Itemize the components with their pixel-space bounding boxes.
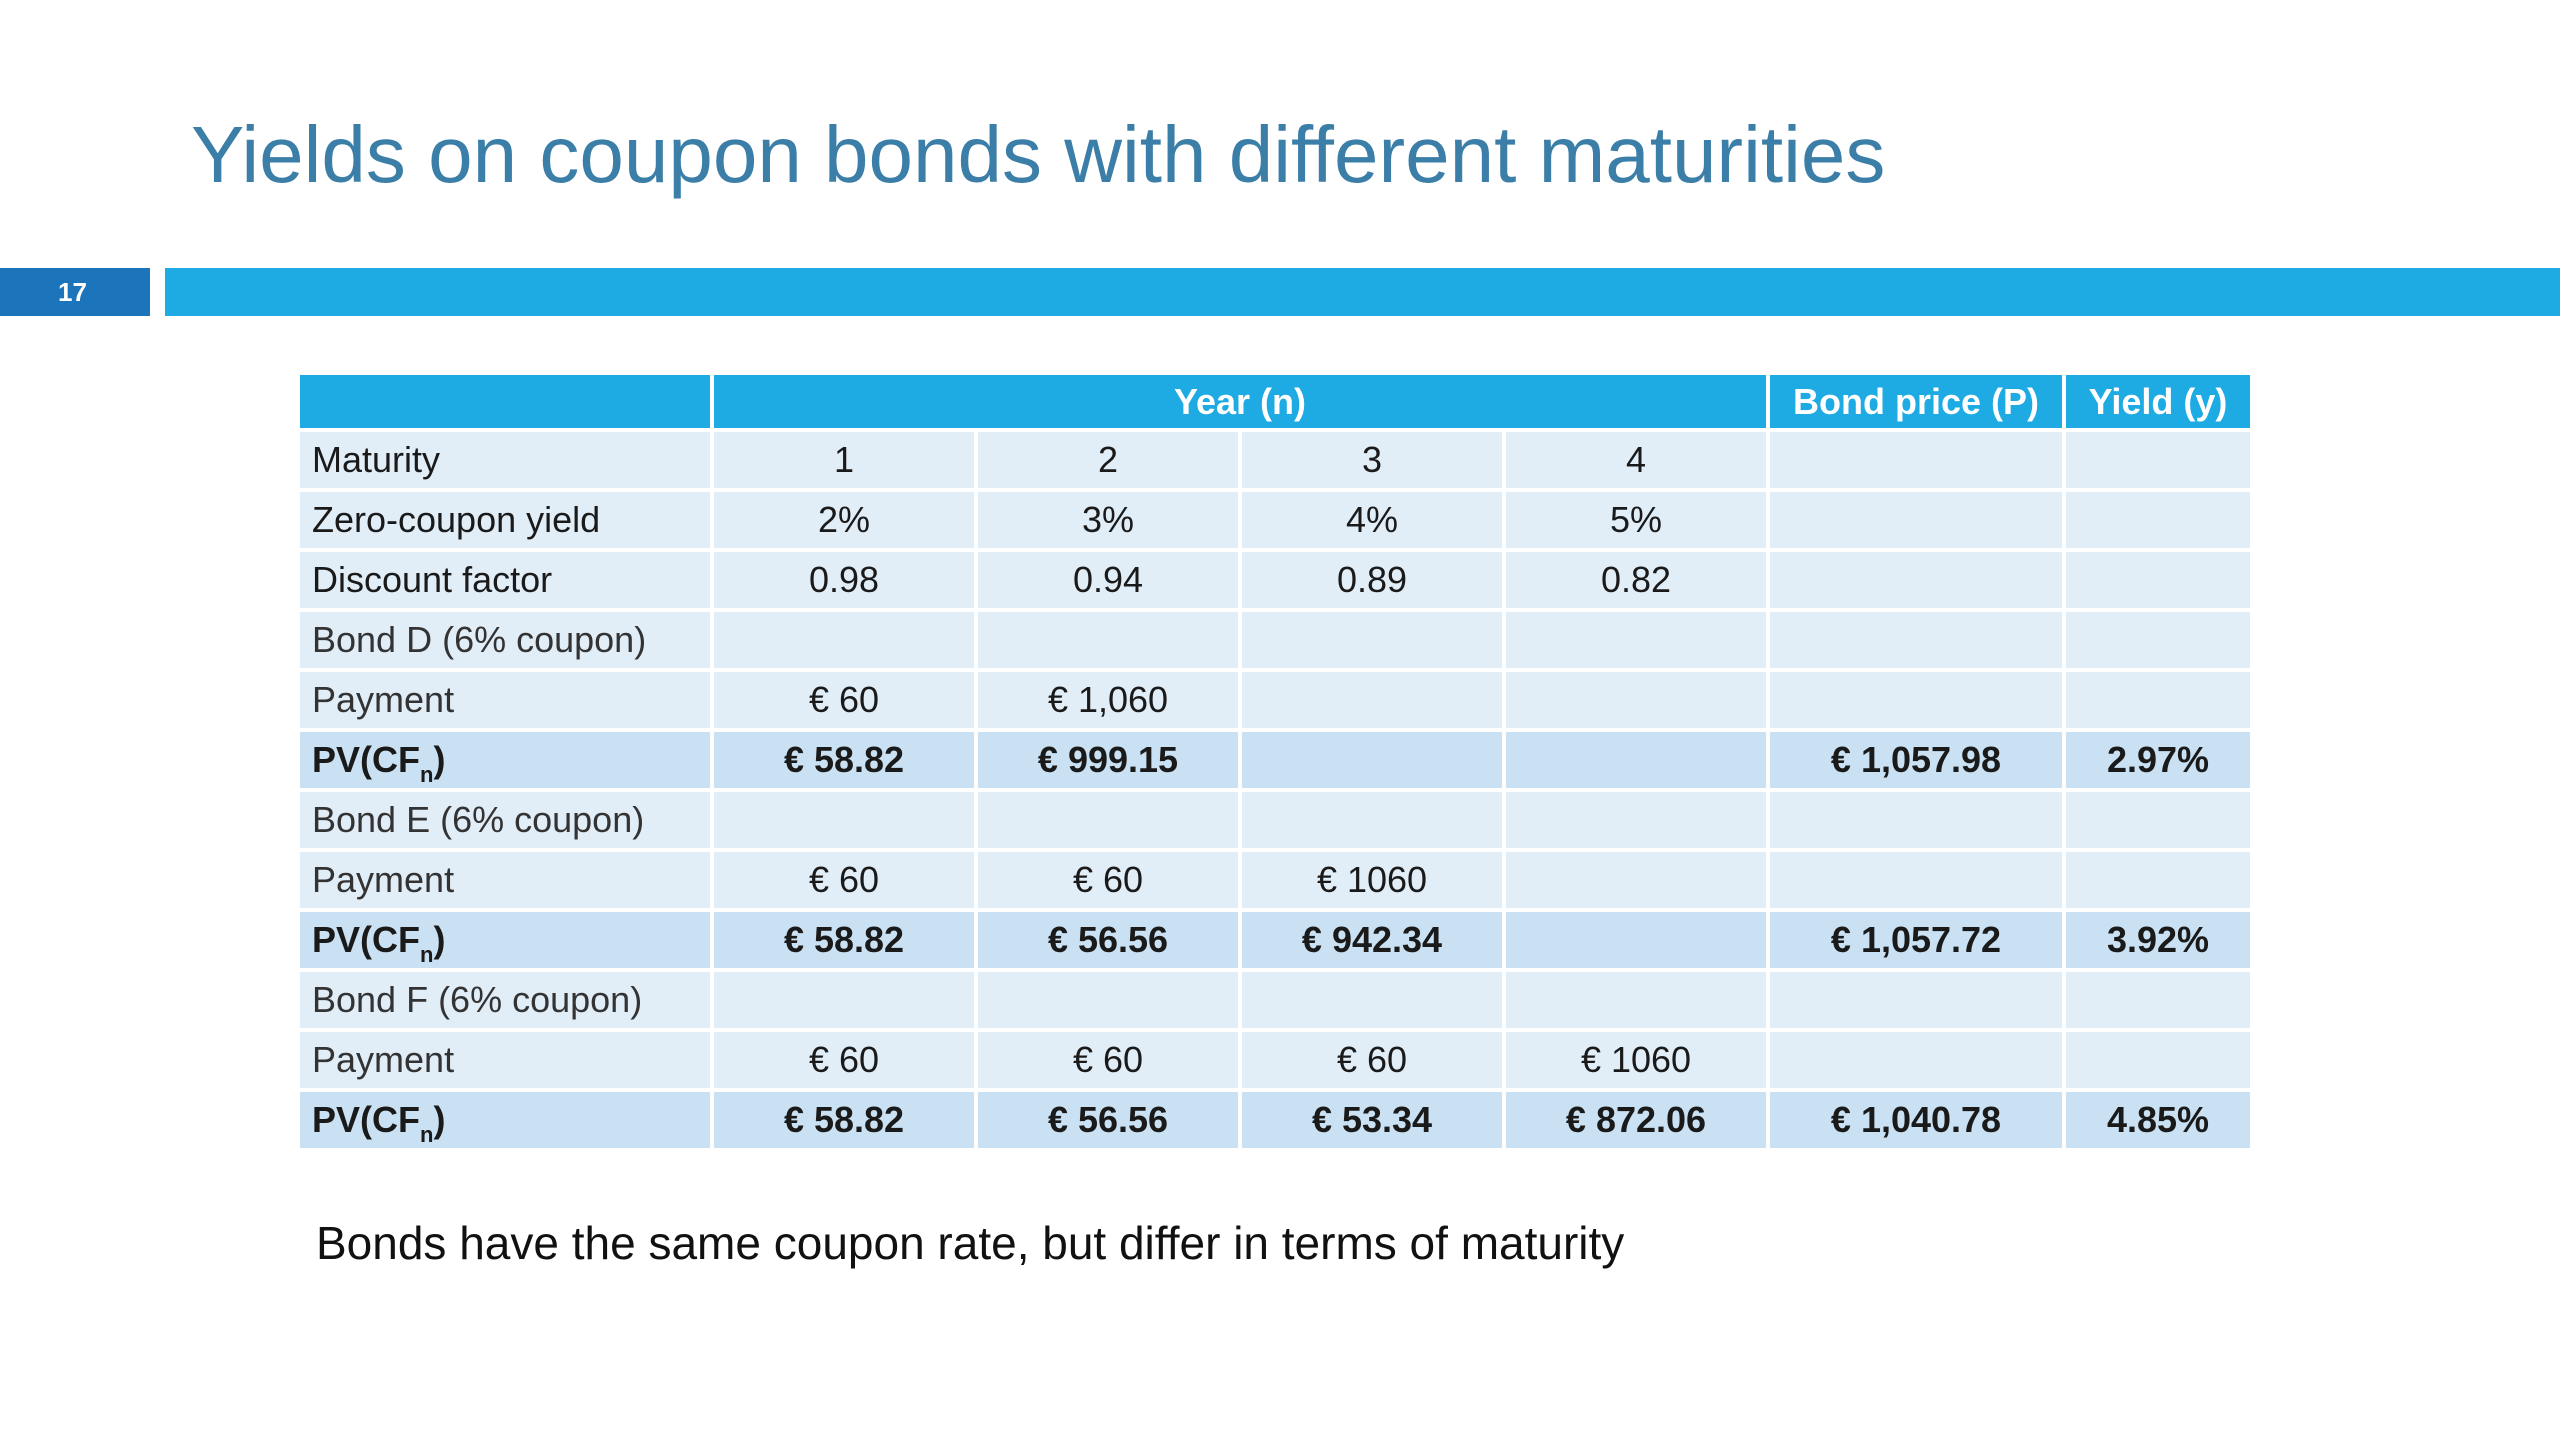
row-label-text: Payment xyxy=(312,859,455,900)
year-4-cell xyxy=(1506,672,1766,728)
year-1-cell: € 58.82 xyxy=(714,912,974,968)
row-label xyxy=(300,732,710,788)
bond-yield-table xyxy=(296,371,2254,1152)
year-2-cell: 3% xyxy=(978,492,1238,548)
bond-price-cell xyxy=(1770,792,2062,848)
yield-cell: 3.92% xyxy=(2066,912,2250,968)
bond-price-cell xyxy=(1770,972,2062,1028)
year-4-cell xyxy=(1506,732,1766,788)
bond-price-cell xyxy=(1770,432,2062,488)
year-4-cell: € 872.06 xyxy=(1506,1092,1766,1148)
bond-price-cell xyxy=(1770,612,2062,668)
row-label xyxy=(300,1092,710,1148)
row-label xyxy=(300,1032,710,1088)
year-4-cell: € 1060 xyxy=(1506,1032,1766,1088)
row-label-text: PV(CF xyxy=(312,739,420,780)
bond-price-cell xyxy=(1770,672,2062,728)
bond-price-cell xyxy=(1770,552,2062,608)
year-1-cell: € 60 xyxy=(714,672,974,728)
year-2-cell: € 56.56 xyxy=(978,912,1238,968)
bond-price-cell xyxy=(1770,1032,2062,1088)
table-row xyxy=(300,1032,2250,1088)
bond-price-cell xyxy=(1770,492,2062,548)
row-label xyxy=(300,672,710,728)
year-1-cell: € 60 xyxy=(714,1032,974,1088)
year-3-cell xyxy=(1242,792,1502,848)
year-3-cell xyxy=(1242,972,1502,1028)
bond-price-cell xyxy=(1770,852,2062,908)
row-label xyxy=(300,612,710,668)
header-label-cell xyxy=(300,375,710,428)
table-row xyxy=(300,432,2250,488)
year-1-cell xyxy=(714,972,974,1028)
year-3-cell xyxy=(1242,732,1502,788)
table-row xyxy=(300,672,2250,728)
slide-title: Yields on coupon bonds with different maturities xyxy=(191,110,1886,199)
row-label xyxy=(300,852,710,908)
row-label xyxy=(300,432,710,488)
year-4-cell xyxy=(1506,912,1766,968)
year-3-cell: € 1060 xyxy=(1242,852,1502,908)
row-label-text: Bond E (6% coupon) xyxy=(312,799,645,840)
bond-price-cell: € 1,040.78 xyxy=(1770,1092,2062,1148)
table-row xyxy=(300,552,2250,608)
yield-cell: 2.97% xyxy=(2066,732,2250,788)
row-label xyxy=(300,972,710,1028)
year-4-cell xyxy=(1506,852,1766,908)
row-label-text: Payment xyxy=(312,1039,455,1080)
row-label-subscript: n xyxy=(420,1122,434,1147)
year-4-cell xyxy=(1506,612,1766,668)
year-2-cell xyxy=(978,792,1238,848)
row-label xyxy=(300,492,710,548)
year-1-cell xyxy=(714,612,974,668)
row-label-text: Zero-coupon yield xyxy=(312,499,601,540)
yield-cell xyxy=(2066,432,2250,488)
row-label-text: Payment xyxy=(312,679,455,720)
yield-cell xyxy=(2066,612,2250,668)
year-3-cell: € 60 xyxy=(1242,1032,1502,1088)
table-body xyxy=(300,432,2250,1148)
year-3-cell: € 942.34 xyxy=(1242,912,1502,968)
year-4-cell xyxy=(1506,972,1766,1028)
year-2-cell xyxy=(978,612,1238,668)
row-label-end: ) xyxy=(433,739,446,780)
year-2-cell: € 1,060 xyxy=(978,672,1238,728)
row-label-text: Bond F (6% coupon) xyxy=(312,979,643,1020)
yield-cell xyxy=(2066,552,2250,608)
row-label-text: Bond D (6% coupon) xyxy=(312,619,647,660)
year-3-cell xyxy=(1242,612,1502,668)
year-1-cell: € 58.82 xyxy=(714,1092,974,1148)
year-3-cell xyxy=(1242,672,1502,728)
row-label-subscript: n xyxy=(420,942,434,967)
header-bond-price: Bond price (P) xyxy=(1770,375,2062,428)
year-4-cell: 5% xyxy=(1506,492,1766,548)
yield-cell xyxy=(2066,1032,2250,1088)
slide-number: 17 xyxy=(0,268,150,316)
table-row xyxy=(300,612,2250,668)
bond-price-cell: € 1,057.72 xyxy=(1770,912,2062,968)
year-4-cell: 4 xyxy=(1506,432,1766,488)
year-2-cell: € 60 xyxy=(978,1032,1238,1088)
year-4-cell: 0.82 xyxy=(1506,552,1766,608)
year-3-cell: 3 xyxy=(1242,432,1502,488)
table-row xyxy=(300,732,2250,788)
row-label-subscript: n xyxy=(420,762,434,787)
year-2-cell: € 999.15 xyxy=(978,732,1238,788)
row-label xyxy=(300,552,710,608)
row-label-end: ) xyxy=(433,1099,446,1140)
yield-cell xyxy=(2066,492,2250,548)
row-label xyxy=(300,912,710,968)
table-header-row xyxy=(300,375,2250,428)
row-label xyxy=(300,792,710,848)
year-4-cell xyxy=(1506,792,1766,848)
yield-cell xyxy=(2066,852,2250,908)
year-1-cell: € 60 xyxy=(714,852,974,908)
year-2-cell xyxy=(978,972,1238,1028)
year-2-cell: € 56.56 xyxy=(978,1092,1238,1148)
year-3-cell: € 53.34 xyxy=(1242,1092,1502,1148)
year-1-cell: 1 xyxy=(714,432,974,488)
table-row xyxy=(300,852,2250,908)
yield-cell xyxy=(2066,672,2250,728)
header-yield: Yield (y) xyxy=(2066,375,2250,428)
year-2-cell: 0.94 xyxy=(978,552,1238,608)
footer-note: Bonds have the same coupon rate, but differ in terms of maturity xyxy=(316,1217,1625,1269)
year-2-cell: 2 xyxy=(978,432,1238,488)
row-label-text: Discount factor xyxy=(312,559,553,600)
row-label-text: PV(CF xyxy=(312,919,420,960)
year-1-cell: 2% xyxy=(714,492,974,548)
row-label-text: PV(CF xyxy=(312,1099,420,1140)
year-3-cell: 0.89 xyxy=(1242,552,1502,608)
slide-accent-bar xyxy=(165,268,2560,316)
table-row xyxy=(300,792,2250,848)
year-1-cell xyxy=(714,792,974,848)
year-1-cell: 0.98 xyxy=(714,552,974,608)
yield-cell: 4.85% xyxy=(2066,1092,2250,1148)
row-label-text: Maturity xyxy=(312,439,441,480)
header-year: Year (n) xyxy=(714,375,1766,428)
yield-cell xyxy=(2066,792,2250,848)
year-1-cell: € 58.82 xyxy=(714,732,974,788)
row-label-end: ) xyxy=(433,919,446,960)
table-row xyxy=(300,1092,2250,1148)
year-3-cell: 4% xyxy=(1242,492,1502,548)
table-row xyxy=(300,492,2250,548)
yield-cell xyxy=(2066,972,2250,1028)
year-2-cell: € 60 xyxy=(978,852,1238,908)
table-row xyxy=(300,912,2250,968)
table-row xyxy=(300,972,2250,1028)
bond-price-cell: € 1,057.98 xyxy=(1770,732,2062,788)
